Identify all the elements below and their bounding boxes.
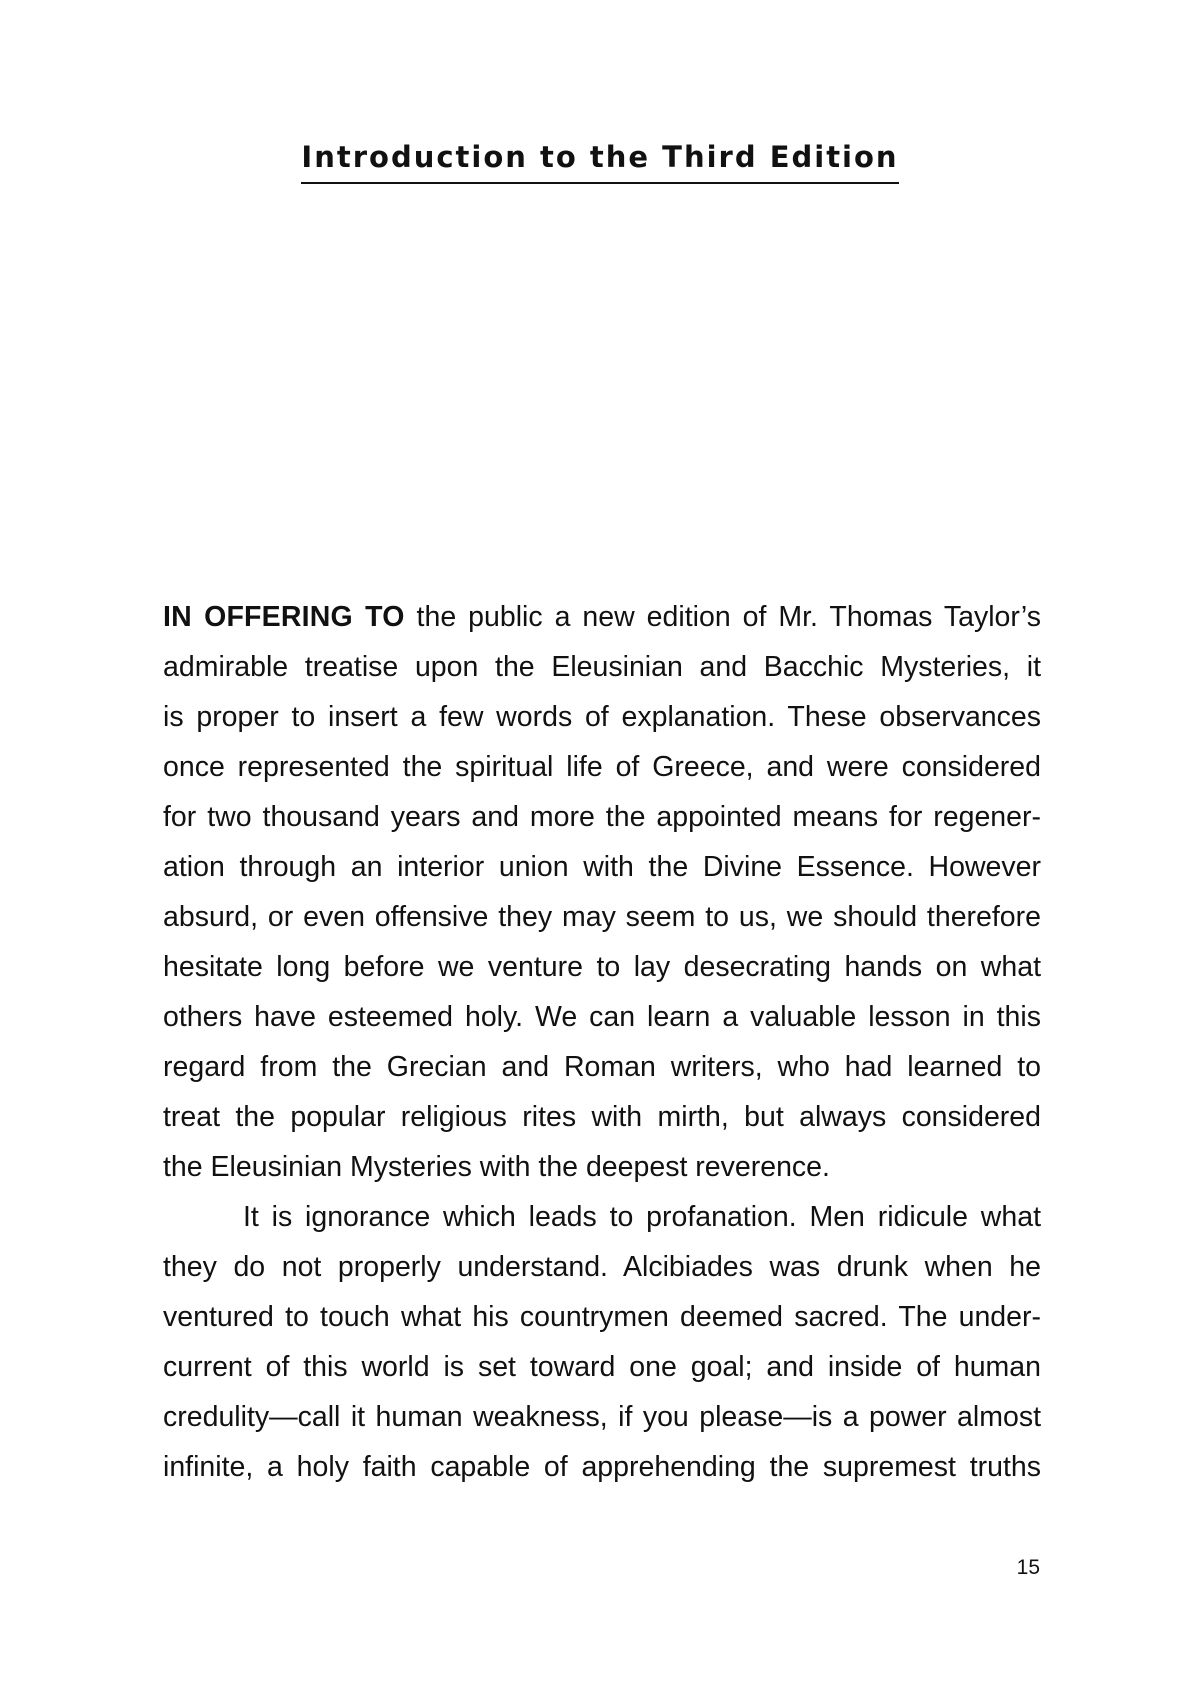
text-line: regard from the Grecian and Roman writers, who had learned to — [163, 1051, 1041, 1083]
text-line: is proper to insert a few words of explanation. These observances — [163, 701, 1041, 733]
page-heading — [0, 140, 1200, 184]
text-line-rest: the public a new edition of Mr. Thomas Taylor’s — [404, 601, 1041, 633]
text-line: others have esteemed holy. We can learn a valuable lesson in this — [163, 1001, 1041, 1033]
text-line: once represented the spiritual life of Greece, and were considered — [163, 751, 1041, 783]
chapter-title: Introduction to the Third Edition — [301, 140, 898, 184]
text-line: credulity—call it human weakness, if you please—is a power almost — [163, 1401, 1041, 1433]
text-line: treat the popular religious rites with mirth, but always considered — [163, 1101, 1041, 1133]
lead-in-small-caps: IN OFFERING TO — [163, 601, 405, 633]
text-line: they do not properly understand. Alcibiades was drunk when he — [163, 1251, 1041, 1283]
text-line: ation through an interior union with the Divine Essence. However — [163, 851, 1041, 883]
text-line — [163, 592, 1041, 642]
text-line: hesitate long before we venture to lay desecrating hands on what — [163, 951, 1041, 983]
text-line: absurd, or even offensive they may seem to us, we should therefore — [163, 901, 1041, 933]
text-line: ventured to touch what his countrymen deemed sacred. The under- — [163, 1301, 1041, 1333]
text-line: current of this world is set toward one goal; and inside of human — [163, 1351, 1041, 1383]
body-text — [163, 592, 1041, 1492]
paragraph-2 — [163, 1192, 1041, 1492]
text-line: for two thousand years and more the appointed means for regener- — [163, 801, 1041, 833]
paragraph-1 — [163, 592, 1041, 1192]
page-number: 15 — [1016, 1556, 1040, 1579]
text-line: the Eleusinian Mysteries with the deepest reverence. — [163, 1151, 830, 1183]
text-line: It is ignorance which leads to profanation. Men ridicule what — [243, 1201, 1041, 1233]
text-line: admirable treatise upon the Eleusinian and Bacchic Mysteries, it — [163, 651, 1041, 683]
text-line: infinite, a holy faith capable of apprehending the supremest truths — [163, 1451, 1041, 1483]
